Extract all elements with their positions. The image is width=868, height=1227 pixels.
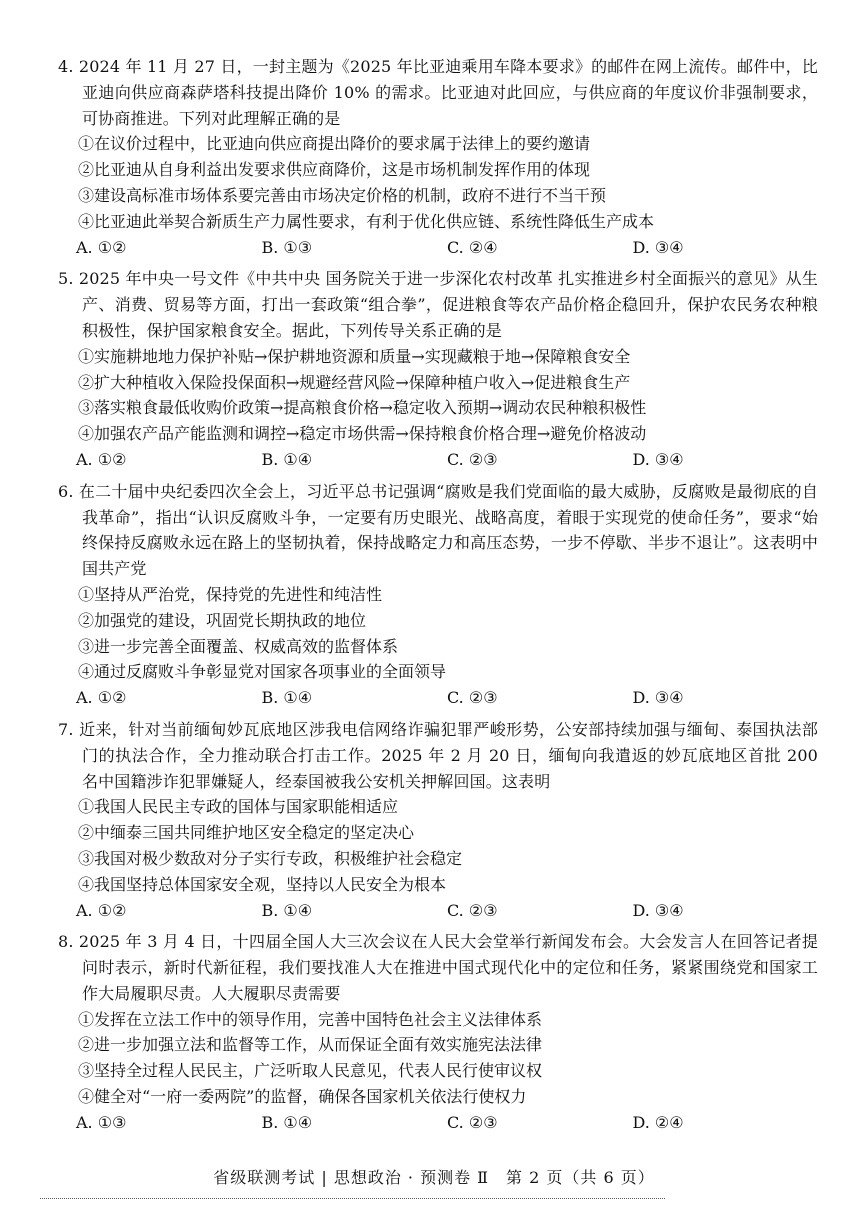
question-4 — [58, 54, 818, 260]
page-footer: 省级联测考试 | 思想政治 · 预测卷 Ⅱ 第 2 页（共 6 页） — [213, 1168, 655, 1187]
question-stem: 4. 2024 年 11 月 27 日，一封主题为《2025 年比亚迪乘用车降本要求》的邮件在网上流传。邮件中，比亚迪向供应商森萨塔科技提出降价 10% 的需求。比亚迪对此回应，与供应商的年度议价非强制要求，可协商推进。下列对此理解正确的是 — [58, 57, 818, 128]
choice-b: B. ①④ — [261, 900, 313, 920]
statement-1: ①发挥在立法工作中的领导作用，完善中国特色社会主义法律体系 — [78, 1009, 543, 1029]
question-list — [58, 54, 818, 1142]
choice-d: D. ③④ — [632, 688, 684, 708]
statement-1: ①我国人民民主专政的国体与国家职能相适应 — [78, 797, 399, 817]
statement-2: ②扩大种植收入保险投保面积→规避经营风险→保障种植户收入→促进粮食生产 — [78, 372, 631, 392]
choice-c: C. ②④ — [447, 237, 498, 257]
choice-c: C. ②③ — [447, 688, 498, 708]
statement-1: ①坚持从严治党，保持党的先进性和纯洁性 — [78, 584, 383, 604]
choice-a: A. ①② — [76, 237, 127, 257]
statement-1: ①在议价过程中，比亚迪向供应商提出降价的要求属于法律上的要约邀请 — [78, 134, 591, 154]
choice-b: B. ①④ — [261, 1112, 313, 1132]
answer-choices — [58, 235, 818, 261]
statement-4: ④健全对“一府一委两院”的监督，确保各国家机关依法行使权力 — [78, 1087, 527, 1107]
question-stem: 8. 2025 年 3 月 4 日，十四届全国人大三次会议在人民大会堂举行新闻发布会。大会发言人在回答记者提问时表示，新时代新征程，我们要找准人大在推进中国式现代化中的定位和任务，紧紧围绕党和国家工作大局履职尽责。人大履职尽责需要 — [58, 932, 818, 1003]
statement-2: ②进一步加强立法和监督等工作，从而保证全面有效实施宪法法律 — [78, 1035, 543, 1055]
choice-c: C. ②③ — [447, 449, 498, 469]
statement-2: ②比亚迪从自身利益出发要求供应商降价，这是市场机制发挥作用的体现 — [78, 160, 591, 180]
question-5 — [58, 266, 818, 472]
statement-3: ③我国对极少数敌对分子实行专政，积极维护社会稳定 — [78, 848, 463, 868]
choice-c: C. ②③ — [447, 1112, 498, 1132]
answer-choices — [58, 898, 818, 924]
statement-3: ③建设高标准市场体系要完善由市场决定价格的机制，政府不进行不当干预 — [78, 185, 607, 205]
statement-3: ③进一步完善全面覆盖、权威高效的监督体系 — [78, 636, 399, 656]
choice-c: C. ②③ — [447, 900, 498, 920]
answer-choices — [58, 1110, 818, 1136]
statement-2: ②中缅泰三国共同维护地区安全稳定的坚定决心 — [78, 823, 415, 843]
question-stem: 7. 近来，针对当前缅甸妙瓦底地区涉我电信网络诈骗犯罪严峻形势，公安部持续加强与缅甸、泰国执法部门的执法合作，全力推动联合打击工作。2025 年 2 月 20 日，缅甸向我遣返的妙瓦底地区首批 200 名中国籍涉诈犯罪嫌疑人，经泰国被我公安机关押解回国。这表明 — [58, 719, 818, 791]
choice-b: B. ①④ — [261, 449, 313, 469]
choice-a: A. ①② — [76, 900, 127, 920]
answer-choices — [58, 447, 818, 473]
choice-a: A. ①② — [76, 449, 127, 469]
choice-a: A. ①② — [76, 688, 127, 708]
choice-a: A. ①③ — [76, 1112, 127, 1132]
statement-4: ④通过反腐败斗争彰显党对国家各项事业的全面领导 — [78, 662, 447, 682]
question-stem: 6. 在二十届中央纪委四次全会上，习近平总书记强调“腐败是我们党面临的最大威胁，反腐败是最彻底的自我革命”，指出“认识反腐败斗争，一定要有历史眼光、战略高度，着眼于实现党的使命任务”，要求“始终保持反腐败永远在路上的坚韧执着，保持战略定力和高压态势，一步不停歇、半步不退让”。这表明中国共产党 — [58, 481, 818, 579]
question-8 — [58, 929, 818, 1135]
choice-d: D. ②④ — [632, 1112, 684, 1132]
choice-d: D. ③④ — [632, 900, 684, 920]
statement-3: ③落实粮食最低收购价政策→提高粮食价格→稳定收入预期→调动农民种粮积极性 — [78, 398, 647, 418]
choice-b: B. ①③ — [261, 237, 313, 257]
statement-4: ④比亚迪此举契合新质生产力属性要求，有利于优化供应链、系统性降低生产成本 — [78, 211, 655, 231]
statement-4: ④我国坚持总体国家安全观，坚持以人民安全为根本 — [78, 874, 447, 894]
question-7 — [58, 717, 818, 923]
statement-3: ③坚持全过程人民民主，广泛听取人民意见，代表人民行使审议权 — [78, 1061, 543, 1081]
statement-2: ②加强党的建设，巩固党长期执政的地位 — [78, 610, 367, 630]
choice-b: B. ①④ — [261, 688, 313, 708]
statement-4: ④加强农产品产能监测和调控→稳定市场供需→保持粮食价格合理→避免价格波动 — [78, 424, 647, 444]
choice-d: D. ③④ — [632, 449, 684, 469]
footer-divider — [40, 1198, 665, 1199]
statement-1: ①实施耕地地力保护补贴→保护耕地资源和质量→实现藏粮于地→保障粮食安全 — [78, 346, 631, 366]
question-6 — [58, 479, 818, 711]
question-stem: 5. 2025 年中央一号文件《中共中央 国务院关于进一步深化农村改革 扎实推进乡村全面振兴的意见》从生产、消费、贸易等方面，打出一套政策“组合拳”，促进粮食等农产品价格企稳回升，保护农民务农种粮积极性，保护国家粮食安全。据此，下列传导关系正确的是 — [58, 269, 818, 340]
answer-choices — [58, 685, 818, 711]
choice-d: D. ③④ — [632, 237, 684, 257]
